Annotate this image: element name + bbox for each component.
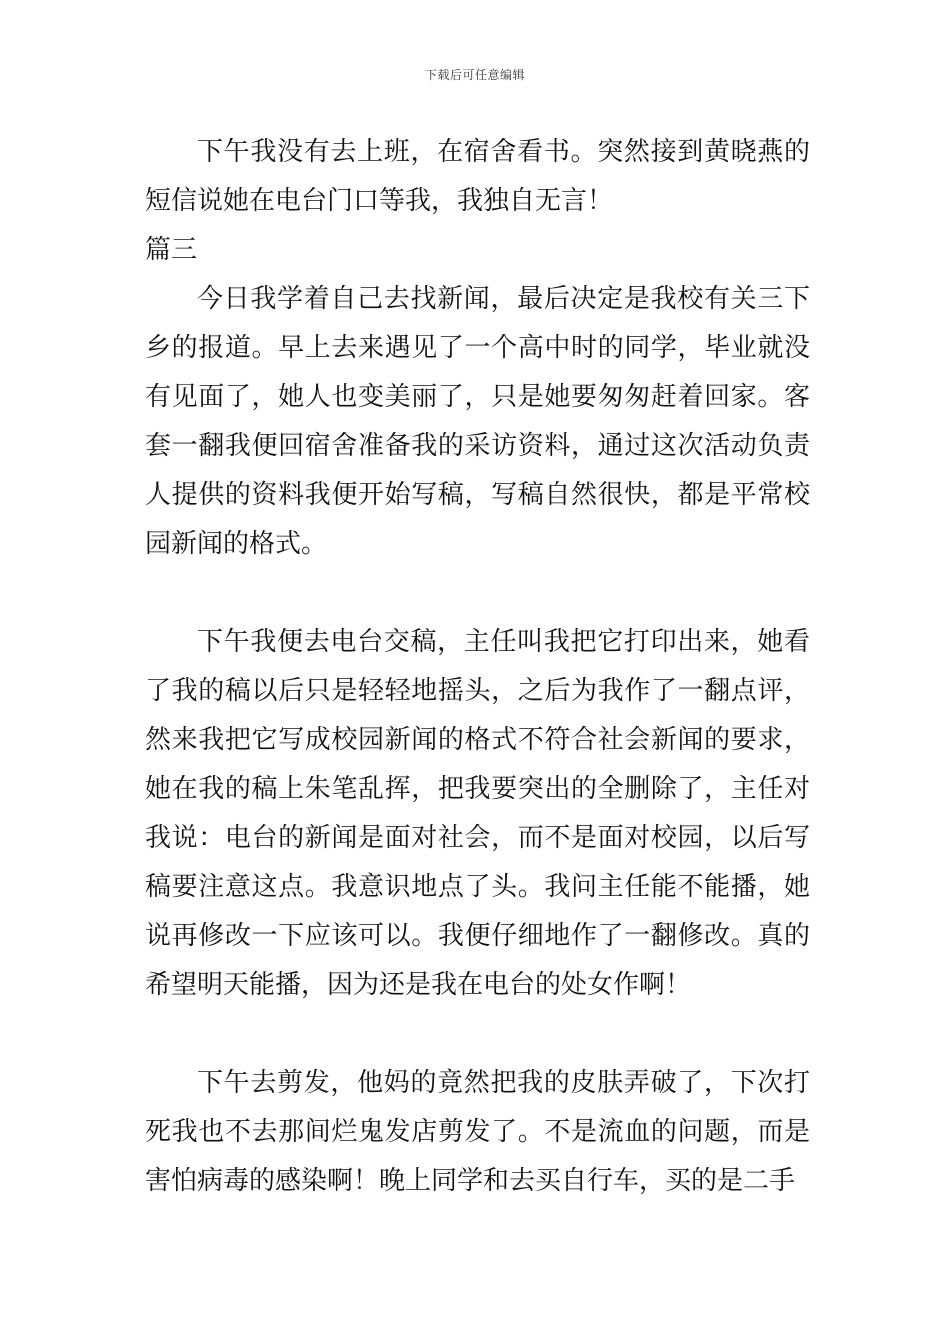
section-title: 篇三 [145,235,198,265]
paragraph-4: 下午去剪发，他妈的竟然把我的皮肤弄破了，下次打死我也不去那间烂鬼发店剪发了。不是流血的问题，而是害怕病毒的感染啊！晚上同学和去买自行车，买的是二手 [145,1068,810,1196]
paragraph-spacer [145,1010,810,1059]
paragraph-3: 下午我便去电台交稿，主任叫我把它打印出来，她看了我的稿以后只是轻轻地摇头，之后为我作了一翻点评，然来我把它写成校园新闻的格式不符合社会新闻的要求，她在我的稿上朱笔乱挥，把我要突出的全删除了，主任对我说：电台的新闻是面对社会，而不是面对校园，以后写稿要注意这点。我意识地点了头。我问主任能不能播，她说再修改一下应该可以。我便仔细地作了一翻修改。真的希望明天能播，因为还是我在电台的处女作啊！ [145,627,810,1000]
header-note: 下载后可任意编辑 [424,68,525,82]
paragraph-2: 今日我学着自己去找新闻，最后决定是我校有关三下乡的报道。早上去来遇见了一个高中时的同学，毕业就没有见面了，她人也变美丽了，只是她要匆匆赶着回家。客套一翻我便回宿舍准备我的采访资料，通过这次活动负责人提供的资料我便开始写稿，写稿自然很快，都是平常校园新闻的格式。 [145,284,810,559]
document-body [145,128,810,1206]
paragraph-spacer [145,569,810,618]
paragraph-1: 下午我没有去上班，在宿舍看书。突然接到黄晓燕的短信说她在电台门口等我，我独自无言！ [145,137,810,216]
